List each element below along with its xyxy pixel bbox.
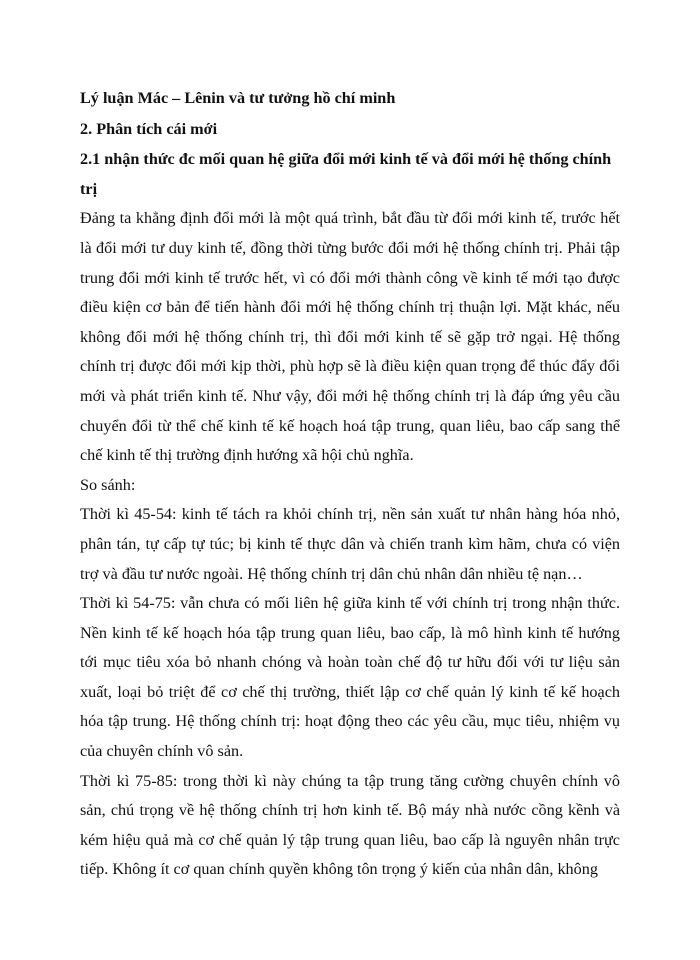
paragraph-period-1: Thời kì 45-54: kinh tế tách ra khỏi chính trị, nền sản xuất tư nhân hàng hóa nhỏ, phân tán, tự cấp tự túc; bị kinh tế thực dân và chiến tranh kìm hãm, chưa có viện trợ và đầu tư nước ngoài. Hệ thống chính trị dân chủ nhân dân nhiều tệ nạn…	[80, 505, 620, 583]
heading-title: Lý luận Mác – Lênin và tư tưởng hồ chí minh	[80, 89, 396, 107]
heading-section: 2. Phân tích cái mới	[80, 119, 218, 138]
document-body	[80, 84, 620, 885]
heading-subsection: 2.1 nhận thức đc mối quan hệ giữa đổi mới kinh tế và đổi mới hệ thống chính trị	[80, 150, 612, 198]
paragraph-period-2: Thời kì 54-75: vẫn chưa có mối liên hệ giữa kinh tế với chính trị trong nhận thức. Nền kinh tế kế hoạch hóa tập trung quan liêu, bao cấp, là mô hình kinh tế hướng tới mục tiêu xóa bỏ nhanh chóng và hoàn toàn chế độ tư hữu đối với tư liệu sản xuất, loại bỏ triệt để cơ chế thị trường, thiết lập cơ chế quản lý kinh tế kế hoạch hóa tập trung. Hệ thống chính trị: hoạt động theo các yêu cầu, mục tiêu, nhiệm vụ của chuyên chính vô sản.	[80, 594, 620, 761]
paragraph-intro: Đảng ta khẳng định đổi mới là một quá trình, bắt đầu từ đổi mới kinh tế, trước hết là đổi mới tư duy kinh tế, đồng thời từng bước đổi mới hệ thống chính trị. Phải tập trung đổi mới kinh tế trước hết, vì có đổi mới thành công về kinh tế mới tạo được điều kiện cơ bản để tiến hành đổi mới hệ thống chính trị thuận lợi. Mặt khác, nếu không đổi mới hệ thống chính trị, thì đổi mới kinh tế sẽ gặp trở ngại. Hệ thống chính trị được đổi mới kịp thời, phù hợp sẽ là điều kiện quan trọng để thúc đẩy đổi mới và phát triển kinh tế. Như vậy, đổi mới hệ thống chính trị là đáp ứng yêu cầu chuyển đổi từ thể chế kinh tế kế hoạch hoá tập trung, quan liêu, bao cấp sang thể chế kinh tế thị trường định hướng xã hội chủ nghĩa.	[80, 209, 620, 465]
compare-label: So sánh:	[80, 475, 136, 494]
paragraph-period-3: Thời kì 75-85: trong thời kì này chúng ta tập trung tăng cường chuyên chính vô sản, chú trọng về hệ thống chính trị hơn kinh tế. Bộ máy nhà nước cồng kềnh và kém hiệu quả mà cơ chế quản lý tập trung quan liêu, bao cấp là nguyên nhân trực tiếp. Không ít cơ quan chính quyền không tôn trọng ý kiến của nhân dân, không	[80, 771, 620, 879]
